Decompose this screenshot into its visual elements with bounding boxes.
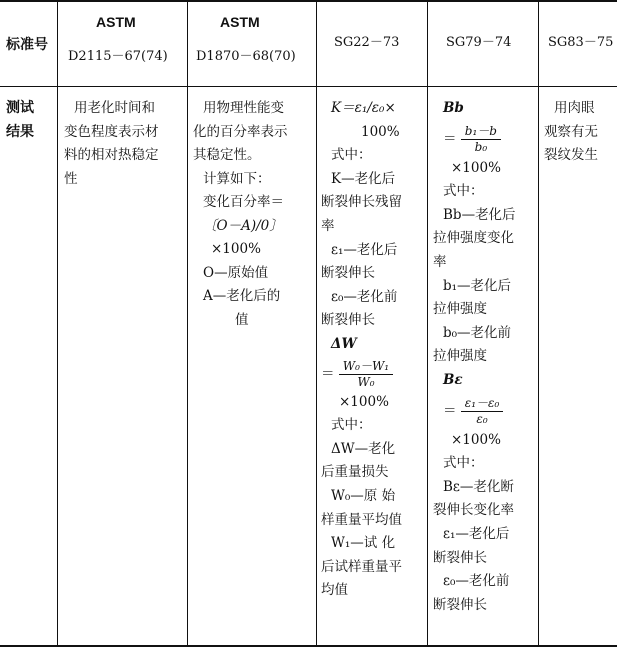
col4-equals: ＝ [443,402,457,419]
col3-line: ε₁—老化后 [331,241,398,258]
col3-formula: ΔW [331,335,357,352]
col3-line: 断裂伸长 [321,265,375,282]
col-divider-1 [57,0,58,646]
header-bottom-rule [0,86,617,87]
col-divider-2 [187,0,188,646]
col4-line: 拉伸强度 [433,348,487,365]
col1-line: 性 [64,170,78,187]
header-label: 标准号 [6,37,48,53]
col4-line: 断裂伸长 [433,596,487,613]
col4-formula: Bε [443,371,463,388]
col4-line: b₀—老化前 [443,324,512,341]
col3-formula: K＝ε₁/ε₀× [331,100,396,116]
col3-line: 率 [321,217,335,234]
col2-line: O—原始值 [203,264,269,281]
col4-formula: Bb [443,100,464,116]
header-col1-code: D2115－67(74) [68,49,168,64]
col3-line: 样重量平均值 [321,511,402,528]
header-col2-standard: ASTM [220,14,260,30]
col2-line: 计算如下： [203,170,271,187]
col-divider-3 [316,0,317,646]
col4-fraction-e [461,396,504,427]
col4-text [433,97,537,617]
col4-fraction-line [433,393,537,429]
col2-formula: ×100% [211,241,261,257]
col4-fraction-line [433,121,537,157]
col4-fraction-e-denominator: ε₀ [476,411,488,426]
col3-line: K—老化后 [331,170,396,187]
col-divider-4 [427,0,428,646]
header-col5: SG83－75 [548,35,614,50]
bottom-rule [0,645,617,647]
header-col3: SG22－73 [334,35,400,50]
col3-line: 均值 [321,582,348,599]
col4-formula: ×100% [451,431,501,448]
col4-line: 拉伸强度 [433,301,487,318]
col5-line: 观察有无 [544,123,598,140]
col-divider-5 [538,0,539,646]
row-label-line1: 测试 [6,100,34,116]
col4-line: 式中： [443,183,484,200]
col4-fraction-b [461,124,501,155]
col3-fraction [339,359,393,390]
col3-line: 后重量损失 [321,464,389,481]
col4-line: 拉伸强度变化 [433,230,514,247]
col3-line: 后试样重量平 [321,558,402,575]
col3-fraction-denominator: W₀ [357,374,375,389]
col4-line: 裂伸长变化率 [433,502,514,519]
col4-line: 率 [433,253,447,270]
col4-line: ε₀—老化前 [443,573,510,590]
col3-line: 断裂伸长残留 [321,194,402,211]
col2-line: 化的百分率表示 [193,123,288,140]
header-col4: SG79－74 [446,35,512,50]
col3-text [321,97,427,603]
col3-line: 式中： [331,417,372,434]
col1-text [64,97,186,191]
row-label [6,97,54,144]
col1-line: 变色程度表示材 [64,123,159,140]
col3-fraction-numerator: W₀－W₁ [339,359,393,375]
col5-line: 裂纹发生 [544,147,598,163]
col4-line: 式中： [443,455,484,472]
col2-formula: 变化百分率＝ [203,194,284,210]
col4-line: 断裂伸长 [433,549,487,566]
col4-fraction-b-numerator: b₁－b [461,124,501,140]
col3-line: ε₀—老化前 [331,288,398,305]
col3-line: W₁—试 化 [331,535,396,552]
col1-line: 用老化时间和 [74,100,155,116]
col3-equals: ＝ [321,365,335,382]
col3-line: 式中： [331,147,372,164]
header-col2-code: D1870－68(70) [196,49,296,64]
col3-line: W₀—原 始 [331,487,396,504]
row-label-line2: 结果 [6,123,34,140]
col2-line: A—老化后的 [203,288,281,304]
col4-formula: ×100% [451,159,501,176]
col2-formula: 〔O－A)/0〕 [203,217,283,234]
col3-line: 断裂伸长 [321,312,375,329]
col1-line: 料的相对热稳定 [64,147,159,163]
col2-line: 值 [235,311,249,328]
top-rule [0,0,617,2]
col4-equals: ＝ [443,130,457,147]
col3-line: ΔW—老化 [331,440,396,457]
col4-line: b₁—老化后 [443,277,512,294]
col3-formula: ×100% [339,393,389,410]
col5-text [544,97,616,168]
col2-line: 用物理性能变 [203,100,284,116]
col4-fraction-e-numerator: ε₁－ε₀ [461,396,504,412]
col3-formula: 100% [361,123,400,140]
col5-line: 用肉眼 [554,100,595,116]
col2-line: 其稳定性。 [193,147,261,163]
col4-line: Bb—老化后 [443,206,516,223]
col4-line: ε₁—老化后 [443,525,510,542]
col4-fraction-b-denominator: b₀ [474,139,488,154]
col2-text [193,97,315,332]
header-col1-standard: ASTM [96,14,136,30]
col3-fraction-line [321,357,427,391]
col4-line: Bε—老化断 [443,478,514,495]
